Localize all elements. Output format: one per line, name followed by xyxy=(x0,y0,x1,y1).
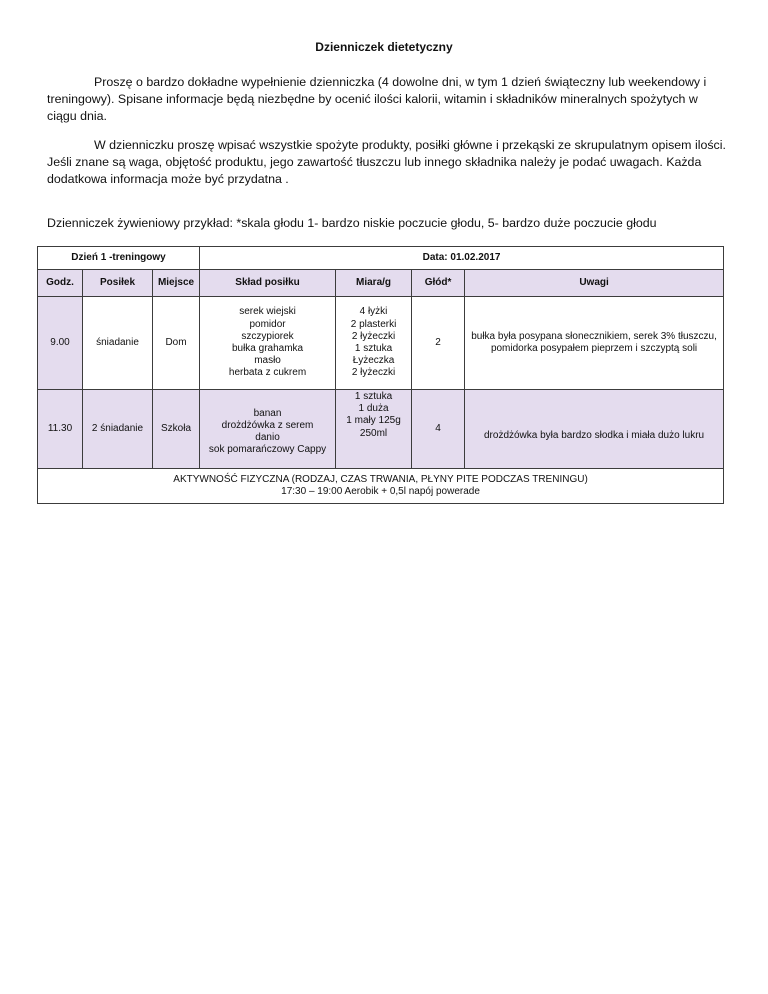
measure-item: 1 sztuka xyxy=(354,343,393,354)
measure-item: 1 sztuka xyxy=(354,391,393,402)
col-notes: Uwagi xyxy=(465,270,724,297)
col-composition: Skład posiłku xyxy=(200,270,336,297)
instructions-paragraph: W dzienniczku proszę wpisać wszystkie spożyte produkty, posiłki główne i przekąski ze skrupulatnym opisem ilości. Jeśli znane są waga, objętość produktu, jego zawartość tłuszczu lub innego składnika należy je podać uwagach. Każda dodatkowa informacja może być przydatna . xyxy=(47,138,726,186)
col-hunger: Głód* xyxy=(412,270,465,297)
column-header-row xyxy=(38,270,724,297)
row-measure xyxy=(336,297,412,390)
col-hour: Godz. xyxy=(38,270,83,297)
measure-item: 4 łyżki xyxy=(359,306,388,318)
diary-table xyxy=(37,246,724,504)
composition-item: pomidor xyxy=(249,318,286,330)
activity-cell xyxy=(38,469,724,504)
col-place: Miejsce xyxy=(153,270,200,297)
composition-item: herbata z cukrem xyxy=(228,367,307,379)
activity-header: AKTYWNOŚĆ FIZYCZNA (RODZAJ, CZAS TRWANIA, PŁYNY PITE PODCZAS TRENINGU) xyxy=(173,473,588,485)
composition-item: szczypiorek xyxy=(241,330,294,342)
composition-item: sok pomarańczowy Cappy xyxy=(208,444,327,456)
measure-item: 2 łyżeczki xyxy=(351,330,396,342)
composition-item: banan xyxy=(253,407,282,419)
table-header-row xyxy=(38,247,724,270)
composition-item: serek wiejski xyxy=(239,306,296,318)
date-label: Data: 01.02.2017 xyxy=(200,247,724,270)
measure-item: 1 duża xyxy=(358,403,389,415)
table-row xyxy=(38,297,724,390)
row-hour: 9.00 xyxy=(38,297,83,390)
measure-item: 2 łyżeczki xyxy=(351,367,396,379)
intro-paragraph: Proszę o bardzo dokładne wypełnienie dzienniczka (4 dowolne dni, w tym 1 dzień świąteczny lub weekendowy i treningowy). Spisane informacje będą niezbędne by ocenić ilości kalorii, witamin i składników mineralnych spożytych w ciągu dnia. xyxy=(47,75,707,123)
composition-item: danio xyxy=(255,432,280,443)
document-title: Dzienniczek dietetyczny xyxy=(315,40,453,54)
composition-item: drożdżówka z serem xyxy=(221,419,314,431)
measure-item: 2 plasterki xyxy=(350,318,397,330)
row-meal: śniadanie xyxy=(83,297,153,390)
row-notes: bułka była posypana słonecznikiem, serek 3% tłuszczu, pomidorka posypałem pieprzem i szczyptą soli xyxy=(465,297,724,390)
row-notes: drożdżówka była bardzo słodka i miała dużo lukru xyxy=(465,390,724,469)
example-note: Dzienniczek żywieniowy przykład: *skala głodu 1- bardzo niskie poczucie głodu, 5- bardzo duże poczucie głodu xyxy=(47,216,657,230)
measure-item: 250ml xyxy=(359,427,388,439)
row-place: Szkoła xyxy=(153,390,200,469)
row-measure xyxy=(336,390,412,469)
row-composition xyxy=(200,297,336,390)
composition-item: masło xyxy=(254,355,281,367)
row-meal: 2 śniadanie xyxy=(83,390,153,469)
col-meal: Posiłek xyxy=(83,270,153,297)
row-composition xyxy=(200,390,336,469)
day-label: Dzień 1 -treningowy xyxy=(38,247,200,270)
row-hunger: 2 xyxy=(412,297,465,390)
table-row xyxy=(38,390,724,469)
activity-text: 17:30 – 19:00 Aerobik + 0,5l napój powerade xyxy=(281,486,480,497)
row-hunger: 4 xyxy=(412,390,465,469)
row-hour: 11.30 xyxy=(38,390,83,469)
measure-item: 1 mały 125g xyxy=(346,415,401,427)
row-place: Dom xyxy=(153,297,200,390)
measure-item: Łyżeczka xyxy=(352,355,395,367)
activity-row xyxy=(38,469,724,504)
col-measure: Miara/g xyxy=(336,270,412,297)
composition-item: bułka grahamka xyxy=(231,343,304,354)
